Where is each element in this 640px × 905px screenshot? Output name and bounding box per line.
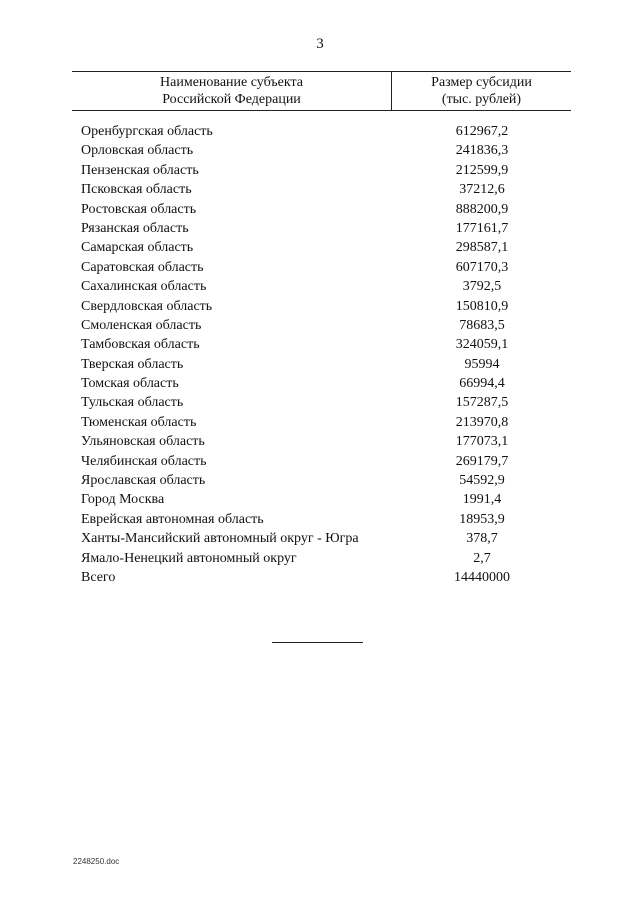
subsidy-amount-cell: 54592,9 bbox=[459, 473, 505, 489]
table-row bbox=[81, 200, 571, 219]
header-subsidy-amount-line2: (тыс. рублей) bbox=[441, 92, 522, 107]
region-name-cell: Всего bbox=[81, 569, 116, 585]
subsidy-amount-cell: 269179,7 bbox=[455, 453, 509, 469]
table-header bbox=[72, 71, 571, 111]
table-row bbox=[81, 238, 571, 257]
table-row bbox=[81, 122, 571, 141]
table-row bbox=[81, 529, 571, 548]
table-row bbox=[81, 490, 571, 509]
region-name-cell: Ярославская область bbox=[81, 473, 206, 489]
region-name-cell: Тверская область bbox=[81, 356, 184, 372]
subsidy-amount-cell: 212599,9 bbox=[455, 162, 509, 178]
table-row bbox=[81, 161, 571, 180]
region-name-cell: Смоленская область bbox=[81, 317, 202, 333]
header-region-name-line2: Российской Федерации bbox=[162, 92, 301, 107]
table-row bbox=[81, 277, 571, 296]
header-subsidy-amount-line1: Размер субсидии bbox=[431, 75, 532, 90]
region-name-cell: Томская область bbox=[81, 376, 179, 392]
table-row bbox=[81, 297, 571, 316]
table-row bbox=[81, 335, 571, 354]
region-name-cell: Пензенская область bbox=[81, 162, 199, 178]
table-row bbox=[81, 568, 571, 587]
table-row bbox=[81, 413, 571, 432]
region-name-cell: Сахалинская область bbox=[81, 279, 207, 295]
subsidy-amount-cell: 66994,4 bbox=[459, 376, 505, 392]
table-row bbox=[81, 452, 571, 471]
table-row bbox=[81, 393, 571, 412]
subsidy-amount-cell: 157287,5 bbox=[455, 395, 509, 411]
table-row bbox=[81, 180, 571, 199]
header-region-name bbox=[72, 74, 391, 108]
region-name-cell: Орловская область bbox=[81, 143, 194, 159]
table-row bbox=[81, 316, 571, 335]
table-row bbox=[81, 219, 571, 238]
table-row bbox=[81, 374, 571, 393]
subsidy-amount-cell: 2,7 bbox=[473, 550, 491, 566]
subsidy-amount-cell: 18953,9 bbox=[459, 511, 505, 527]
region-name-cell: Город Москва bbox=[81, 492, 165, 508]
region-name-cell: Ростовская область bbox=[81, 201, 197, 217]
subsidy-amount-cell: 150810,9 bbox=[455, 298, 509, 314]
table-row bbox=[81, 432, 571, 451]
region-name-cell: Ханты-Мансийский автономный округ - Югра bbox=[81, 531, 359, 547]
table-row bbox=[81, 510, 571, 529]
subsidy-amount-cell: 888200,9 bbox=[455, 201, 509, 217]
subsidy-amount-cell: 3792,5 bbox=[462, 279, 502, 295]
table-row bbox=[81, 549, 571, 568]
region-name-cell: Челябинская область bbox=[81, 453, 207, 469]
subsidy-amount-cell: 241836,3 bbox=[455, 143, 509, 159]
table-body bbox=[81, 122, 571, 587]
subsidy-amount-cell: 78683,5 bbox=[459, 317, 505, 333]
subsidy-amount-cell: 607170,3 bbox=[455, 259, 509, 275]
subsidy-amount-cell: 37212,6 bbox=[459, 182, 505, 198]
end-of-table-rule bbox=[272, 642, 363, 643]
header-region-name-line1: Наименование субъекта bbox=[160, 75, 303, 90]
header-subsidy-amount bbox=[392, 74, 571, 108]
region-name-cell: Ульяновская область bbox=[81, 434, 205, 450]
subsidy-table bbox=[72, 71, 571, 585]
region-name-cell: Тамбовская область bbox=[81, 337, 200, 353]
region-name-cell: Ямало-Ненецкий автономный округ bbox=[81, 550, 297, 566]
subsidy-amount-cell: 324059,1 bbox=[455, 337, 509, 353]
subsidy-amount-cell: 1991,4 bbox=[462, 492, 502, 508]
region-name-cell: Саратовская область bbox=[81, 259, 204, 275]
subsidy-amount-cell: 95994 bbox=[464, 356, 500, 372]
subsidy-amount-cell: 14440000 bbox=[454, 569, 510, 585]
subsidy-amount-cell: 378,7 bbox=[466, 531, 498, 547]
page-number: 3 bbox=[316, 36, 324, 52]
region-name-cell: Рязанская область bbox=[81, 220, 189, 236]
subsidy-amount-cell: 177161,7 bbox=[455, 220, 509, 236]
table-row bbox=[81, 471, 571, 490]
region-name-cell: Тульская область bbox=[81, 395, 184, 411]
region-name-cell: Самарская область bbox=[81, 240, 194, 256]
subsidy-amount-cell: 213970,8 bbox=[455, 414, 509, 430]
subsidy-amount-cell: 298587,1 bbox=[455, 240, 509, 256]
footer-file-name: 2248250.doc bbox=[73, 857, 120, 866]
region-name-cell: Псковская область bbox=[81, 182, 192, 198]
region-name-cell: Оренбургская область bbox=[81, 124, 213, 139]
region-name-cell: Свердловская область bbox=[81, 298, 213, 314]
region-name-cell: Еврейская автономная область bbox=[81, 511, 264, 527]
subsidy-amount-cell: 177073,1 bbox=[455, 434, 509, 450]
subsidy-amount-cell: 612967,2 bbox=[455, 124, 509, 139]
region-name-cell: Тюменская область bbox=[81, 414, 197, 430]
table-row bbox=[81, 355, 571, 374]
table-row bbox=[81, 258, 571, 277]
table-row bbox=[81, 141, 571, 160]
